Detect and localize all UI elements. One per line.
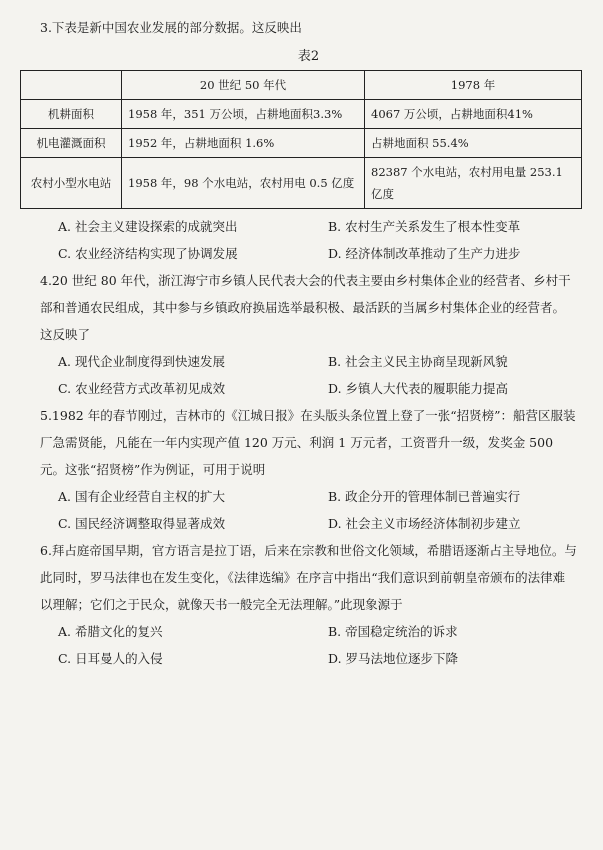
row-label: 机耕面积: [21, 100, 122, 129]
table-header-empty: [21, 71, 122, 100]
q4-options: [58, 348, 577, 402]
q4-stem: 4.20 世纪 80 年代，浙江海宁市乡镇人民代表大会的代表主要由乡村集体企业的经营者、乡村干部和普通农民组成，其中参与乡镇政府换届选举最积极、最活跃的当属乡村集体企业的经营者。这反映了: [40, 273, 571, 342]
option-a[interactable]: A. 国有企业经营自主权的扩大: [58, 489, 225, 504]
table-cell: 1958 年，98 个水电站，农村用电 0.5 亿度: [122, 158, 365, 209]
q3-stem: 3.下表是新中国农业发展的部分数据。这反映出: [40, 20, 302, 35]
table-cell: 1958 年，351 万公顷，占耕地面积3.3%: [122, 100, 365, 129]
table-cell: 占耕地面积 55.4%: [365, 129, 582, 158]
q6-stem: 6.拜占庭帝国早期，官方语言是拉丁语，后来在宗教和世俗文化领域，希腊语逐渐占主导地位。与此同时，罗马法律也在发生变化，《法律选编》在序言中指出“我们意识到前朝皇帝颁布的法律难以理解；它们之于民众，就像天书一般完全无法理解。”此现象源于: [40, 543, 577, 612]
table-cell: 1952 年，占耕地面积 1.6%: [122, 129, 365, 158]
table-cell: 4067 万公顷，占耕地面积41%: [365, 100, 582, 129]
option-a[interactable]: A. 社会主义建设探索的成就突出: [58, 219, 238, 234]
option-b[interactable]: B. 政企分开的管理体制已普遍实行: [328, 489, 521, 504]
option-a[interactable]: A. 现代企业制度得到快速发展: [58, 354, 225, 369]
option-b[interactable]: B. 社会主义民主协商呈现新风貌: [328, 354, 508, 369]
table-header-1950s: 20 世纪 50 年代: [122, 71, 365, 100]
option-d[interactable]: D. 社会主义市场经济体制初步建立: [328, 516, 521, 531]
data-table: [20, 70, 582, 209]
table-header-row: [21, 71, 582, 100]
q3-options: [58, 213, 577, 267]
row-label: 农村小型水电站: [21, 158, 122, 209]
option-d[interactable]: D. 罗马法地位逐步下降: [328, 651, 459, 666]
option-d[interactable]: D. 乡镇人大代表的履职能力提高: [328, 381, 509, 396]
option-c[interactable]: C. 农业经济结构实现了协调发展: [58, 246, 238, 261]
q5-stem: 5.1982 年的春节刚过，吉林市的《江城日报》在头版头条位置上登了一张“招贤榜”：船营区服装厂急需贤能，凡能在一年内实现产值 120 万元、利润 1 万元者，工资晋升一级，发奖金 500 元。这张“招贤榜”作为例证，可用于说明: [40, 408, 576, 477]
option-c[interactable]: C. 农业经营方式改革初见成效: [58, 381, 226, 396]
table-cell: 82387 个水电站，农村用电量 253.1 亿度: [365, 158, 582, 209]
option-b[interactable]: B. 农村生产关系发生了根本性变革: [328, 219, 521, 234]
option-d[interactable]: D. 经济体制改革推动了生产力进步: [328, 246, 521, 261]
table-row: [21, 129, 582, 158]
table-row: [21, 100, 582, 129]
option-c[interactable]: C. 日耳曼人的入侵: [58, 651, 163, 666]
q6-options: [58, 618, 577, 672]
row-label: 机电灌溉面积: [21, 129, 122, 158]
option-a[interactable]: A. 希腊文化的复兴: [58, 624, 163, 639]
table-row: [21, 158, 582, 209]
option-c[interactable]: C. 国民经济调整取得显著成效: [58, 516, 226, 531]
q5-options: [58, 483, 577, 537]
option-b[interactable]: B. 帝国稳定统治的诉求: [328, 624, 458, 639]
table-header-1978: 1978 年: [365, 71, 582, 100]
table-caption: 表2: [297, 49, 320, 64]
